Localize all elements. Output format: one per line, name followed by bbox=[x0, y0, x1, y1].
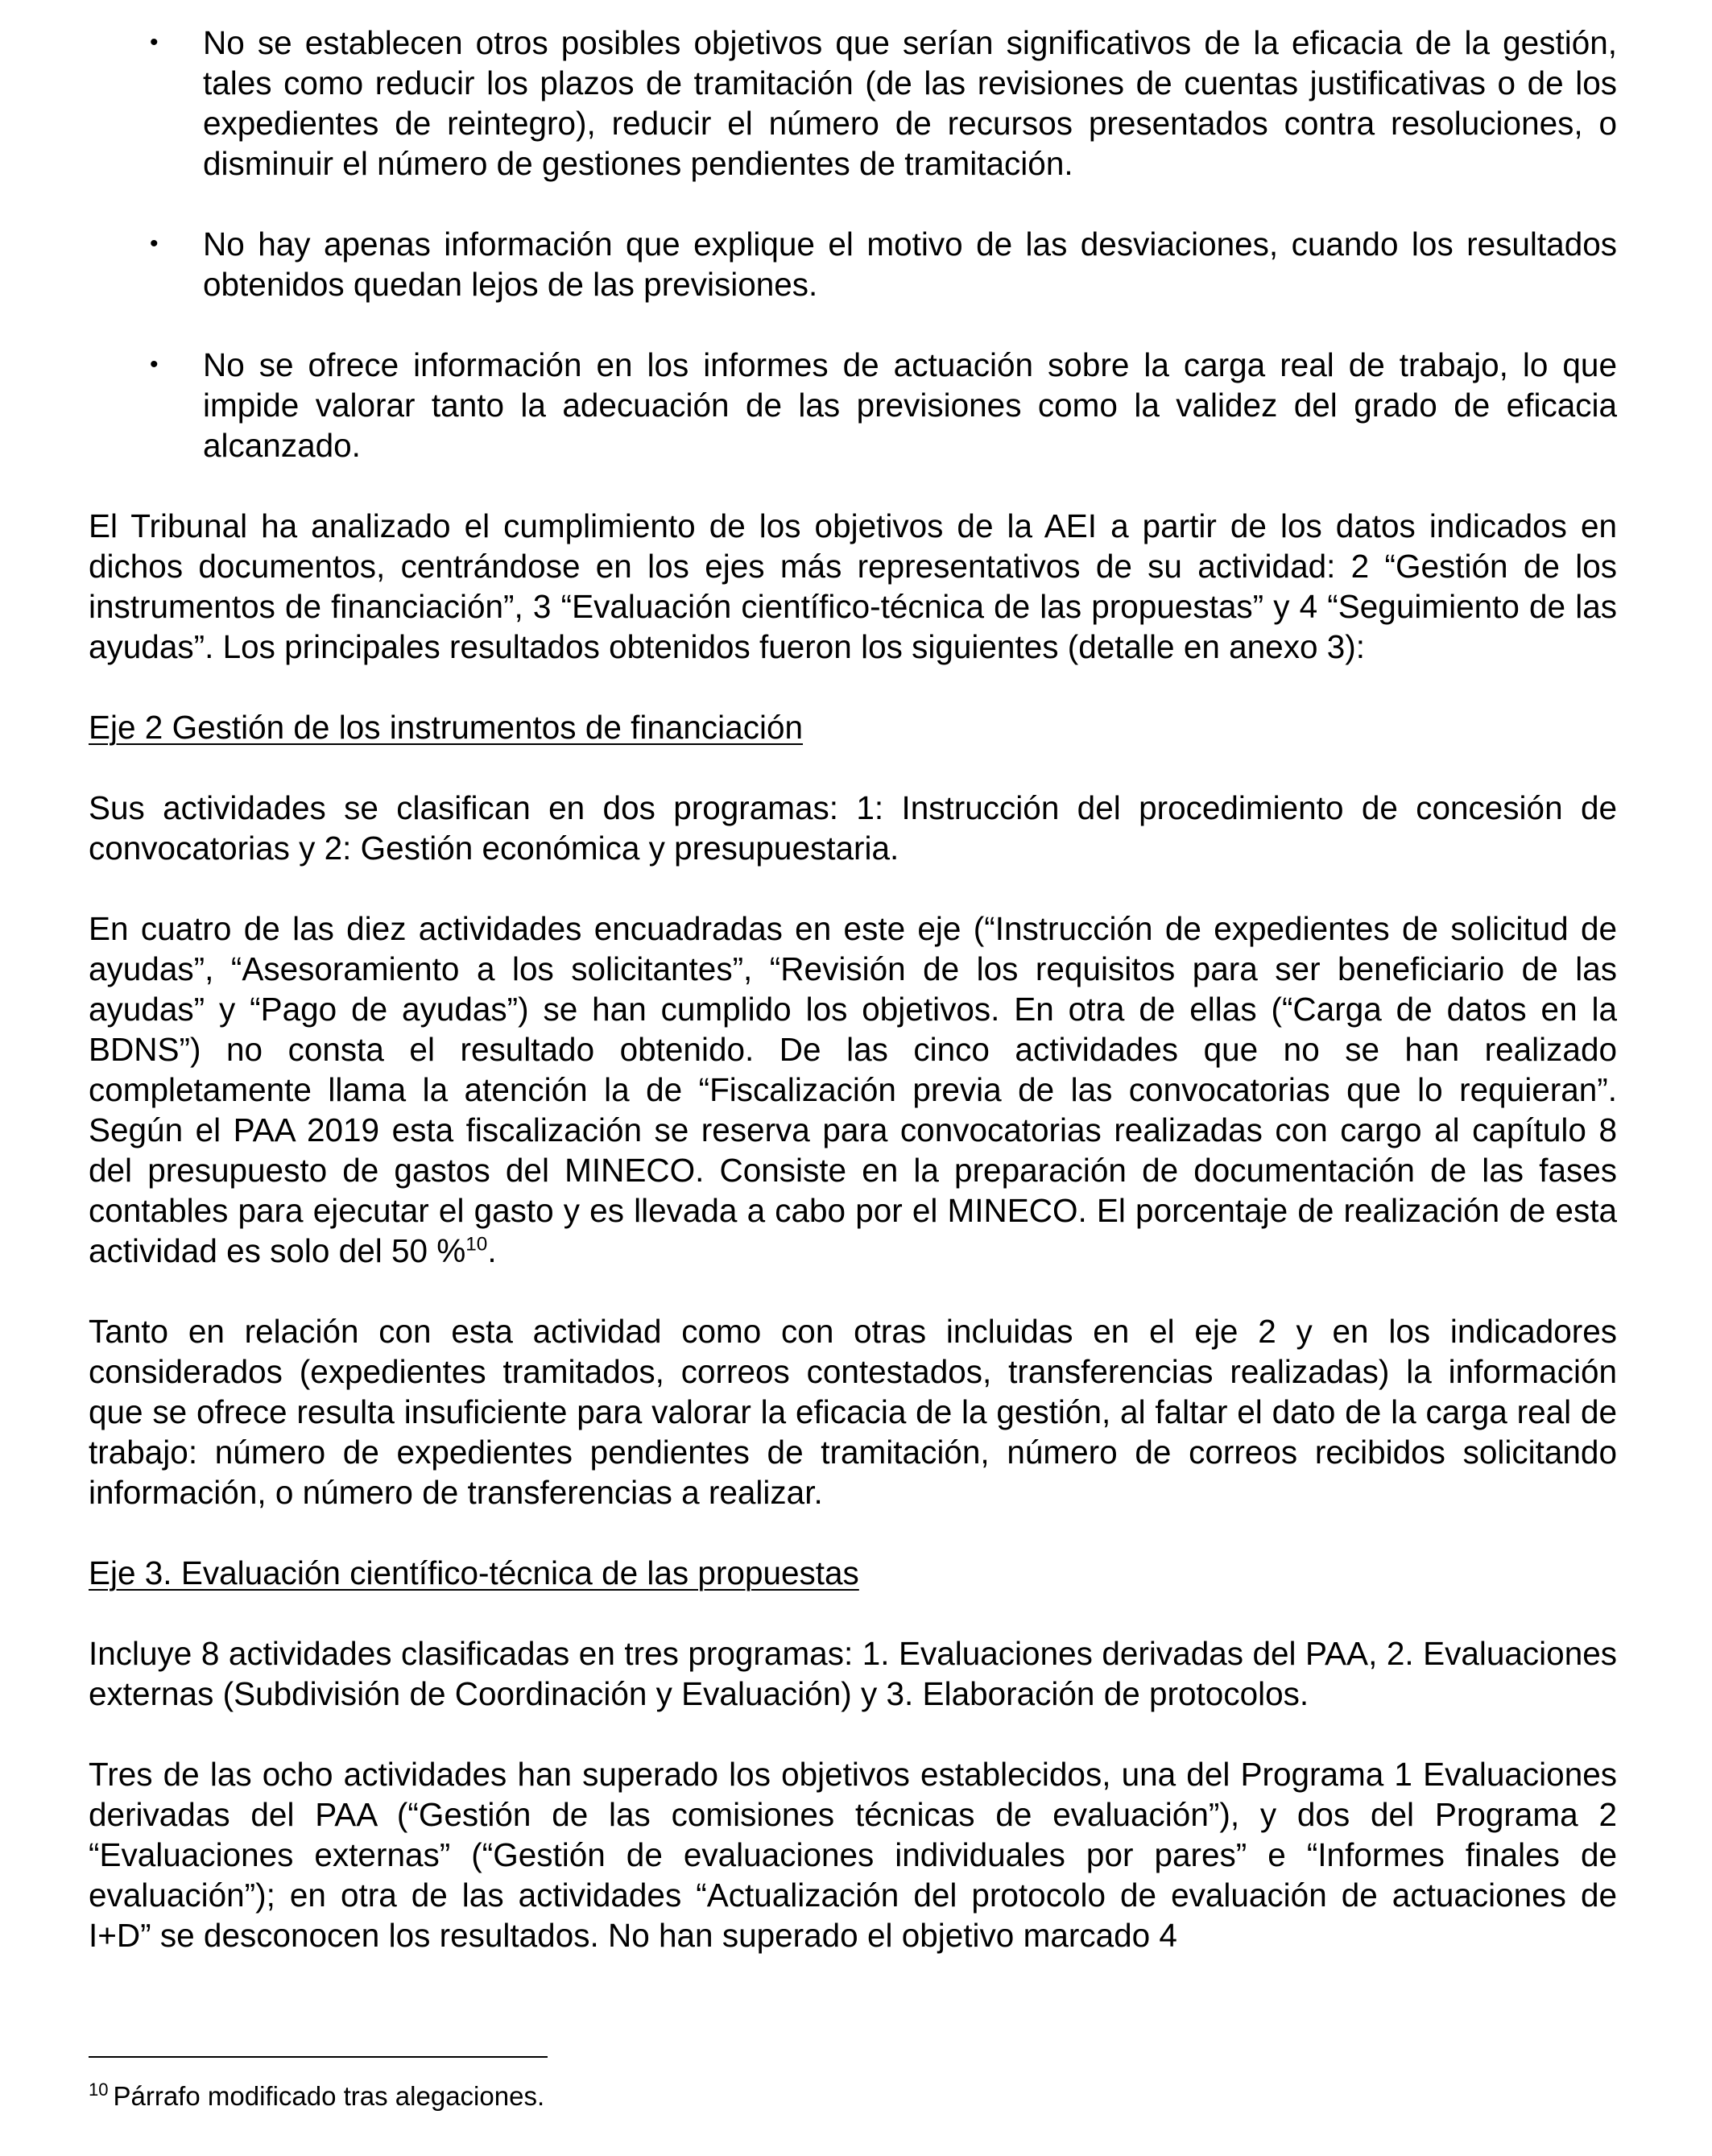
bullet-text: No hay apenas información que explique el motivo de las desviaciones, cuando los resultados obtenidos quedan lejos de las previsiones. bbox=[203, 226, 1617, 303]
eje3-paragraph-1: Incluye 8 actividades clasificadas en tres programas: 1. Evaluaciones derivadas del PAA, 2. Evaluaciones externas (Subdivisión de Coordinación y Evaluación) y 3. Elaboración de protocolos. bbox=[89, 1635, 1617, 1712]
eje2-paragraph-3: Tanto en relación con esta actividad como con otras incluidas en el eje 2 y en los indicadores considerados (expedientes tramitados, correos contestados, transferencias realizadas) la información que se ofrece resulta insuficiente para valorar la eficacia de la gestión, al faltar el dato de la carga real de trabajo: número de expedientes pendientes de tramitación, número de correos recibidos solicitando información, o número de transferencias a realizar. bbox=[89, 1313, 1617, 1511]
eje2-paragraph-2-end: . bbox=[487, 1232, 497, 1269]
bullet-icon: • bbox=[150, 29, 159, 56]
bullet-item bbox=[89, 224, 1617, 304]
intro-paragraph: El Tribunal ha analizado el cumplimiento de los objetivos de la AEI a partir de los datos indicados en dichos documentos, centrándose en los ejes más representativos de su actividad: 2 “Gestión de los instrumentos de financiación”, 3 “Evaluación científico-técnica de las propuestas” y 4 “Seguimiento de las ayudas”. Los principales resultados obtenidos fueron los siguientes (detalle en anexo 3): bbox=[89, 507, 1617, 665]
footnote-divider bbox=[89, 2056, 548, 2058]
eje2-paragraph-1: Sus actividades se clasifican en dos programas: 1: Instrucción del procedimiento de concesión de convocatorias y 2: Gestión económica y presupuestaria. bbox=[89, 789, 1617, 867]
eje2-paragraph-2 bbox=[89, 908, 1617, 1271]
section-heading-eje3: Eje 3. Evaluación científico-técnica de las propuestas bbox=[89, 1554, 859, 1591]
bullet-text: No se ofrece información en los informes de actuación sobre la carga real de trabajo, lo que impide valorar tanto la adecuación de las previsiones como la validez del grado de eficacia alcanzado. bbox=[203, 346, 1617, 464]
document-body bbox=[89, 23, 1617, 1996]
bullet-icon: • bbox=[150, 351, 159, 378]
bullet-list bbox=[89, 23, 1617, 466]
footnote-number: 10 bbox=[89, 2079, 109, 2100]
footnote bbox=[89, 2080, 544, 2113]
eje3-paragraph-2: Tres de las ocho actividades han superado los objetivos establecidos, una del Programa 1 Evaluaciones derivadas del PAA (“Gestión de las comisiones técnicas de evaluación”), y dos del Programa 2 “Evaluaciones externas” (“Gestión de evaluaciones individuales por pares” e “Informes finales de evaluación”); en otra de las actividades “Actualización del protocolo de evaluación de actuaciones de I+D” se desconocen los resultados. No han superado el objetivo marcado 4 bbox=[89, 1756, 1617, 1954]
footnote-reference: 10 bbox=[465, 1233, 488, 1256]
bullet-item bbox=[89, 23, 1617, 184]
section-heading-eje2: Eje 2 Gestión de los instrumentos de financiación bbox=[89, 709, 804, 746]
eje2-paragraph-2-text: En cuatro de las diez actividades encuadradas en este eje (“Instrucción de expedientes de solicitud de ayudas”, “Asesoramiento a los solicitantes”, “Revisión de los requisitos para ser beneficiario de las ayudas” y “Pago de ayudas”) se han cumplido los objetivos. En otra de ellas (“Carga de datos en la BDNS”) no consta el resultado obtenido. De las cinco actividades que no se han realizado completamente llama la atención la de “Fiscalización previa de las convocatorias que lo requieran”. Según el PAA 2019 esta fiscalización se reserva para convocatorias realizadas con cargo al capítulo 8 del presupuesto de gastos del MINECO. Consiste en la preparación de documentación de las fases contables para ejecutar el gasto y es llevada a cabo por el MINECO. El porcentaje de realización de esta actividad es solo del 50 % bbox=[89, 910, 1617, 1269]
bullet-item bbox=[89, 345, 1617, 466]
bullet-text: No se establecen otros posibles objetivos que serían significativos de la eficacia de la gestión, tales como reducir los plazos de tramitación (de las revisiones de cuentas justificativas o de los expedientes de reintegro), reducir el número de recursos presentados contra resoluciones, o disminuir el número de gestiones pendientes de tramitación. bbox=[203, 24, 1617, 182]
footnote-text: Párrafo modificado tras alegaciones. bbox=[113, 2081, 545, 2111]
bullet-icon: • bbox=[150, 230, 159, 257]
